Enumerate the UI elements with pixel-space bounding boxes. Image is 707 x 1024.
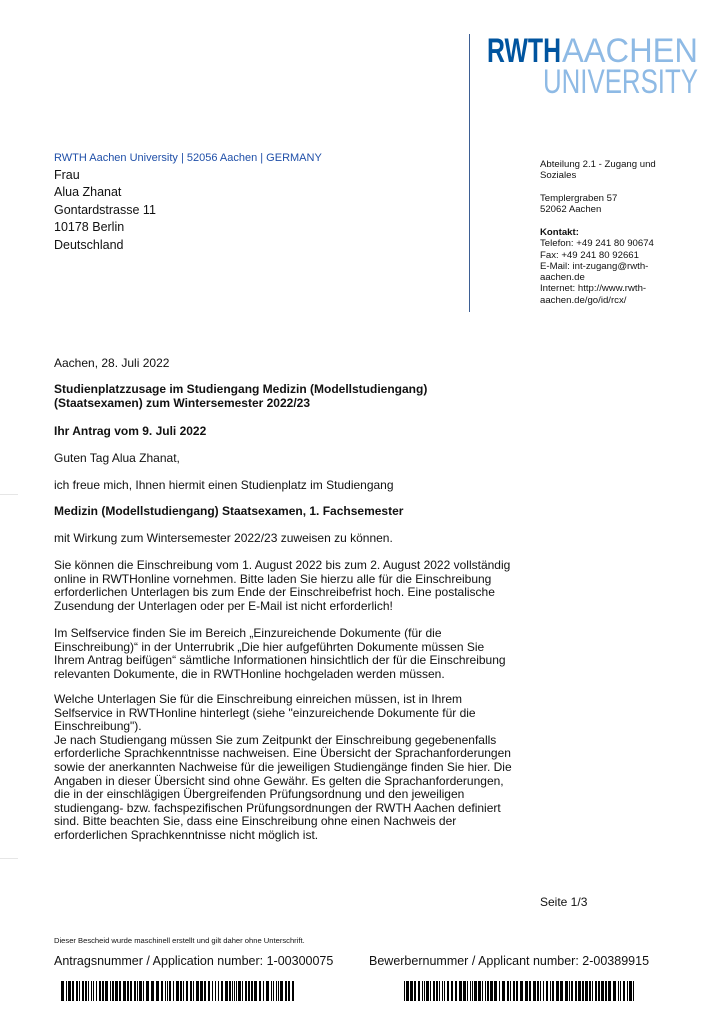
barcode-bar: [127, 981, 129, 1001]
barcode-bar: [190, 981, 192, 1001]
contact-web-cont: aachen.de/go/id/rcx/: [540, 294, 627, 306]
barcode-bar: [183, 981, 184, 1001]
barcode-bar: [540, 981, 541, 1001]
svg-text:UNIVERSITY: UNIVERSITY: [543, 63, 698, 96]
barcode-bar: [82, 981, 84, 1001]
effective-text: mit Wirkung zum Wintersemester 2022/23 zuweisen zu können.: [54, 531, 393, 545]
barcode-bar: [426, 981, 429, 1001]
barcode-bar: [608, 981, 611, 1001]
barcode-bar: [102, 981, 104, 1001]
barcode-bar: [525, 981, 528, 1001]
barcode-bar: [180, 981, 182, 1001]
recipient-address: [54, 167, 156, 254]
barcode-bar: [433, 981, 435, 1001]
barcode-bar: [529, 981, 531, 1001]
barcode-bar: [439, 981, 440, 1001]
barcode-bar: [88, 981, 89, 1001]
contact-fax: Fax: +49 241 80 92661: [540, 249, 639, 261]
barcode-bar: [507, 981, 509, 1001]
barcode-bar: [242, 981, 243, 1001]
barcode-bar: [200, 981, 203, 1001]
barcode-bar: [173, 981, 174, 1001]
barcode-bar: [112, 981, 114, 1001]
text-line: Sie können die Einschreibung vom 1. August 2022 bis zum 2. August 2022 vollständig: [54, 558, 511, 572]
barcode-bar: [212, 981, 213, 1001]
sender-line: RWTH Aachen University | 52056 Aachen | GERMANY: [54, 152, 322, 164]
department-name: Abteilung 2.1 - Zugang und Soziales: [540, 159, 656, 182]
barcode-bar: [406, 981, 409, 1001]
barcode-bar: [61, 981, 64, 1001]
barcode-bar: [146, 981, 149, 1001]
barcode-bar: [134, 981, 136, 1001]
contact-heading: Kontakt:: [540, 227, 579, 238]
contact-phone: Telefon: +49 241 80 90674: [540, 238, 654, 250]
barcode-bar: [582, 981, 584, 1001]
subject: [54, 383, 594, 410]
recipient-salutation: Frau: [54, 168, 80, 182]
barcode-bar: [193, 981, 194, 1001]
text-line: Einschreibung)“ in der Unterrubrik „Die hier aufgeführten Dokumente müssen Sie: [54, 639, 485, 654]
barcode-bar: [186, 981, 188, 1001]
barcode-bar: [123, 981, 126, 1001]
barcode-bar: [556, 981, 559, 1001]
barcode-bar: [266, 981, 269, 1001]
barcode-bar: [99, 981, 101, 1001]
barcode-bar: [248, 981, 250, 1001]
reference: Ihr Antrag vom 9. Juli 2022: [54, 424, 207, 438]
applicant-number: Bewerbernummer / Applicant number: 2-00389915: [369, 954, 650, 968]
barcode-bar: [459, 981, 462, 1001]
subject-line: (Staatsexamen) zum Wintersemester 2022/23: [54, 395, 311, 410]
applicant-barcode: [404, 981, 640, 1001]
barcode-bar: [629, 981, 632, 1001]
barcode-bar: [627, 981, 628, 1001]
barcode-bar: [442, 981, 443, 1001]
barcode-bar: [234, 981, 235, 1001]
barcode-bar: [633, 981, 634, 1001]
barcode-bar: [578, 981, 581, 1001]
text-line: Angaben in dieser Übersicht sind ohne Gewähr. Es gelten die Sprachanforderungen,: [54, 773, 504, 788]
text-line: Im Selfservice finden Sie im Bereich „Einzureichende Dokumente (für die: [54, 626, 442, 640]
barcode-bar: [137, 981, 138, 1001]
barcode-bar: [478, 981, 481, 1001]
barcode-bar: [259, 981, 261, 1001]
text-line: Einschreibung").: [54, 719, 142, 734]
barcode-bar: [470, 981, 471, 1001]
address-line: 52062 Aachen: [540, 204, 602, 216]
barcode-bar: [592, 981, 593, 1001]
barcode-bar: [598, 981, 600, 1001]
text-line: Je nach Studiengang müssen Sie zum Zeitpunkt der Einschreibung gegebenenfalls: [54, 732, 497, 747]
barcode-bar: [139, 981, 142, 1001]
barcode-bar: [499, 981, 500, 1001]
page-edge-mark: [0, 494, 18, 495]
text-line: Zusendung der Unterlagen oder per E-Mail ist nicht erforderlich!: [54, 598, 393, 613]
barcode-bar: [533, 981, 536, 1001]
barcode-bar: [254, 981, 257, 1001]
barcode-bar: [605, 981, 607, 1001]
barcode-bar: [91, 981, 92, 1001]
barcode-bar: [110, 981, 111, 1001]
barcode-bar: [550, 981, 551, 1001]
barcode-bar: [238, 981, 241, 1001]
contact-email-cont: aachen.de: [540, 272, 585, 284]
barcode-bar: [232, 981, 233, 1001]
barcode-bar: [424, 981, 425, 1001]
barcode-bar: [510, 981, 511, 1001]
barcode-bar: [196, 981, 199, 1001]
barcode-bar: [414, 981, 416, 1001]
barcode-bar: [552, 981, 554, 1001]
barcode-bar: [105, 981, 108, 1001]
barcode-bar: [151, 981, 154, 1001]
barcode-bar: [595, 981, 597, 1001]
barcode-bar: [447, 981, 449, 1001]
barcode-bar: [520, 981, 523, 1001]
barcode-bar: [472, 981, 473, 1001]
barcode-bar: [516, 981, 518, 1001]
barcode-bar: [585, 981, 588, 1001]
barcode-bar: [204, 981, 206, 1001]
application-number: Antragsnummer / Application number: 1-00300075: [54, 954, 334, 968]
barcode-bar: [280, 981, 283, 1001]
barcode-bar: [251, 981, 253, 1001]
barcode-bar: [285, 981, 287, 1001]
barcode-bar: [276, 981, 277, 1001]
barcode-bar: [543, 981, 544, 1001]
text-line: erforderlichen Sprachkenntnisse nicht möglich ist.: [54, 827, 319, 842]
barcode-bar: [404, 981, 405, 1001]
barcode-bar: [623, 981, 625, 1001]
barcode-bar: [245, 981, 247, 1001]
barcode-bar: [463, 981, 466, 1001]
barcode-bar: [410, 981, 413, 1001]
barcode-bar: [601, 981, 604, 1001]
barcode-bar: [221, 981, 223, 1001]
barcode-bar: [613, 981, 616, 1001]
barcode-bar: [165, 981, 166, 1001]
svg-text:RWTH: RWTH: [487, 34, 561, 70]
contact-email: E-Mail: int-zugang@rwth-: [540, 260, 649, 272]
barcode-bar: [288, 981, 290, 1001]
barcode-bar: [292, 981, 294, 1001]
barcode-bar: [66, 981, 67, 1001]
barcode-bar: [215, 981, 216, 1001]
rwth-logo: [487, 34, 699, 96]
svg-text:AACHEN: AACHEN: [562, 34, 698, 70]
contact-web: Internet: http://www.rwth-: [540, 283, 647, 295]
barcode-bar: [93, 981, 94, 1001]
date-line: Aachen, 28. Juli 2022: [54, 356, 170, 370]
recipient-name: Alua Zhanat: [54, 185, 122, 200]
barcode-bar: [455, 981, 457, 1001]
barcode-bar: [546, 981, 548, 1001]
text-line: sowie der anerkannten Nachweise für die jeweiligen Studiengänge finden Sie hier. Die: [54, 759, 512, 774]
barcode-bar: [487, 981, 489, 1001]
barcode-bar: [143, 981, 144, 1001]
text-line: die in der einschlägigen Übergreifenden Prüfungsordnung und den jeweiligen: [54, 787, 465, 802]
barcode-bar: [167, 981, 168, 1001]
barcode-bar: [571, 981, 573, 1001]
barcode-bar: [278, 981, 279, 1001]
barcode-bar: [494, 981, 497, 1001]
barcode-bar: [444, 981, 445, 1001]
barcode-bar: [130, 981, 132, 1001]
barcode-bar: [502, 981, 505, 1001]
application-barcode: [61, 981, 297, 1001]
text-line: Selfservice in RWTHonline hinterlegt (siehe "einzureichende Dokumente für die: [54, 705, 476, 720]
barcode-bar: [422, 981, 423, 1001]
paragraph-language: [54, 693, 594, 843]
text-line: online in RWTHonline vornehmen. Bitte laden Sie hierzu alle für die Einschreibung: [54, 571, 492, 586]
text-line: erforderliche Sprachkenntnisse nachweisen. Eine Übersicht der Sprachanforderungen: [54, 746, 511, 761]
paragraph-selfservice: [54, 627, 594, 681]
intro-text: ich freue mich, Ihnen hiermit einen Studienplatz im Studiengang: [54, 478, 394, 492]
barcode-bar: [208, 981, 210, 1001]
barcode-bar: [560, 981, 563, 1001]
recipient-country: Deutschland: [54, 237, 124, 252]
barcode-bar: [68, 981, 71, 1001]
barcode-bar: [225, 981, 228, 1001]
barcode-bar: [169, 981, 171, 1001]
barcode-bar: [565, 981, 568, 1001]
barcode-bar: [79, 981, 80, 1001]
barcode-bar: [161, 981, 163, 1001]
text-line: relevanten Dokumente, die in RWTHonline hochgeladen werden müssen.: [54, 666, 445, 681]
barcode-bar: [575, 981, 577, 1001]
barcode-bar: [474, 981, 477, 1001]
barcode-bar: [263, 981, 264, 1001]
barcode-bar: [418, 981, 420, 1001]
barcode-bar: [467, 981, 468, 1001]
barcode-bar: [176, 981, 179, 1001]
barcode-bar: [271, 981, 272, 1001]
disclaimer: Dieser Bescheid wurde maschinell erstellt und gilt daher ohne Unterschrift.: [54, 936, 305, 945]
barcode-bar: [490, 981, 493, 1001]
recipient-city: 10178 Berlin: [54, 220, 125, 235]
barcode-bar: [115, 981, 118, 1001]
barcode-bar: [218, 981, 219, 1001]
barcode-bar: [229, 981, 231, 1001]
paragraph-enrollment: [54, 559, 594, 613]
department-address: [540, 193, 680, 216]
barcode-bar: [96, 981, 97, 1001]
barcode-bar: [430, 981, 431, 1001]
recipient-street: Gontardstrasse 11: [54, 202, 156, 217]
barcode-bar: [618, 981, 619, 1001]
barcode-bar: [236, 981, 237, 1001]
greeting: Guten Tag Alua Zhanat,: [54, 451, 180, 465]
text-line: sind. Bitte beachten Sie, dass eine Einschreibung ohne einen Nachweis der: [54, 814, 457, 829]
contact-block: [540, 227, 680, 306]
text-line: studiengang- bzw. fachspezifischen Prüfungsordnungen der RWTH Aachen definiert: [54, 800, 501, 815]
address-line: Templergraben 57: [540, 193, 618, 204]
barcode-bar: [537, 981, 539, 1001]
text-line: Welche Unterlagen Sie für die Einschreibung einreichen müssen, ist in Ihrem: [54, 692, 462, 706]
barcode-bar: [482, 981, 483, 1001]
subject-line: Studienplatzzusage im Studiengang Medizin (Modellstudiengang): [54, 382, 428, 396]
barcode-bar: [119, 981, 121, 1001]
program-name: Medizin (Modellstudiengang) Staatsexamen, 1. Fachsemester: [54, 504, 404, 518]
header-divider: [469, 34, 470, 312]
barcode-bar: [513, 981, 515, 1001]
barcode-bar: [156, 981, 159, 1001]
barcode-bar: [72, 981, 74, 1001]
barcode-bar: [485, 981, 486, 1001]
page-edge-mark: [0, 858, 18, 859]
barcode-bar: [620, 981, 621, 1001]
barcode-bar: [451, 981, 453, 1001]
barcode-bar: [76, 981, 78, 1001]
page-number: Seite 1/3: [540, 895, 588, 909]
barcode-bar: [273, 981, 274, 1001]
text-line: Ihrem Antrag beifügen“ sämtliche Informationen hinsichtlich der für die Einschreibung: [54, 653, 506, 668]
text-line: erforderlichen Unterlagen bis zum Ende der Einschreibefrist hoch. Eine postalische: [54, 585, 495, 600]
barcode-bar: [569, 981, 570, 1001]
barcode-bar: [589, 981, 591, 1001]
barcode-bar: [436, 981, 438, 1001]
barcode-bar: [85, 981, 87, 1001]
